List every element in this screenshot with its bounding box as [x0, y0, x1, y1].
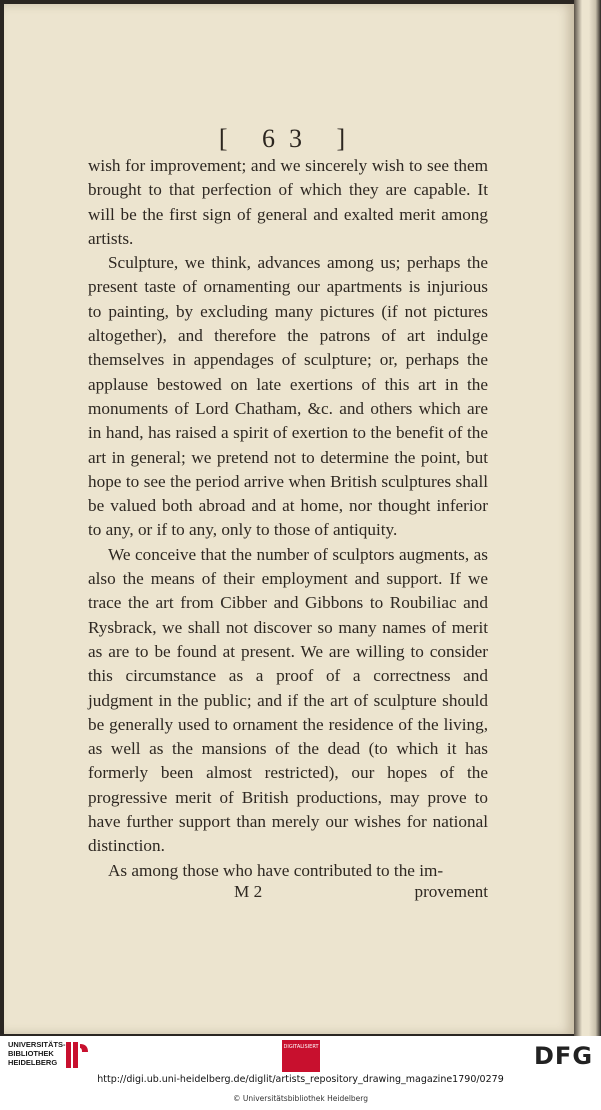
permalink-url[interactable]: http://digi.ub.uni-heidelberg.de/diglit/artists_repository_drawing_magazine1790/0279	[97, 1074, 504, 1085]
copyright-notice: © Universitätsbibliothek Heidelberg	[232, 1094, 368, 1103]
page-foot	[88, 882, 488, 906]
viewer-footer	[0, 1036, 601, 1110]
paragraph: Sculpture, we think, advances among us; perhaps the present taste of ornamenting our apartments is injurious to painting, by excluding many pictures (if not pictures altogether), and therefore the patrons of art indulge themselves in appendages of sculpture; or, perhaps the applause bestowed on late exertions of this art in the monuments of Lord Chatham, &c. and others which are in hand, has raised a spirit of exertion to the benefit of the art in general; we pretend not to determine the point, but hope to see the period arrive when British sculptures shall be valued both abroad and at home, nor thought inferior to any, or if to any, only to those of antiquity.	[88, 253, 488, 540]
page-header: [ 63 ]	[218, 124, 360, 153]
catchword: provement	[414, 882, 488, 901]
paragraph: As among those who have contributed to the im-	[108, 860, 444, 880]
signature-mark: M 2	[234, 882, 263, 901]
university-logo-line: BIBLIOTHEK	[8, 1049, 54, 1058]
page-edge	[574, 0, 601, 1036]
paragraph: wish for improvement; and we sincerely wish to see them brought to that perfection of which they are capable. It will be the first sign of general and exalted merit among artists.	[88, 156, 488, 248]
university-library-logo[interactable]	[8, 1040, 88, 1072]
dfg-logo[interactable]: DFG	[534, 1042, 594, 1070]
university-logo-line: UNIVERSITÄTS-	[8, 1040, 66, 1049]
paragraph: We conceive that the number of sculptors augments, as also the means of their employment and support. If we trace the art from Cibber and Gibbons to Roubiliac and Rysbrack, we shall not discover so many names of merit as are to be found at present. We are willing to consider this circumstance as a proof of a correctness and judgment in the public; and if the art of sculpture should be generally used to ornament the residence of the living, as well as the mansions of the dead (to which it has formerly been almost restricted), our hopes of the progressive merit of British productions, may prove to have further support than merely our wishes for national distinction.	[88, 544, 488, 856]
digitization-seal: DIGITALISIERT	[282, 1040, 320, 1072]
book-page	[4, 4, 574, 1034]
university-emblem-icon	[62, 1040, 90, 1070]
body-text	[88, 154, 488, 883]
university-logo-line: HEIDELBERG	[8, 1058, 58, 1067]
